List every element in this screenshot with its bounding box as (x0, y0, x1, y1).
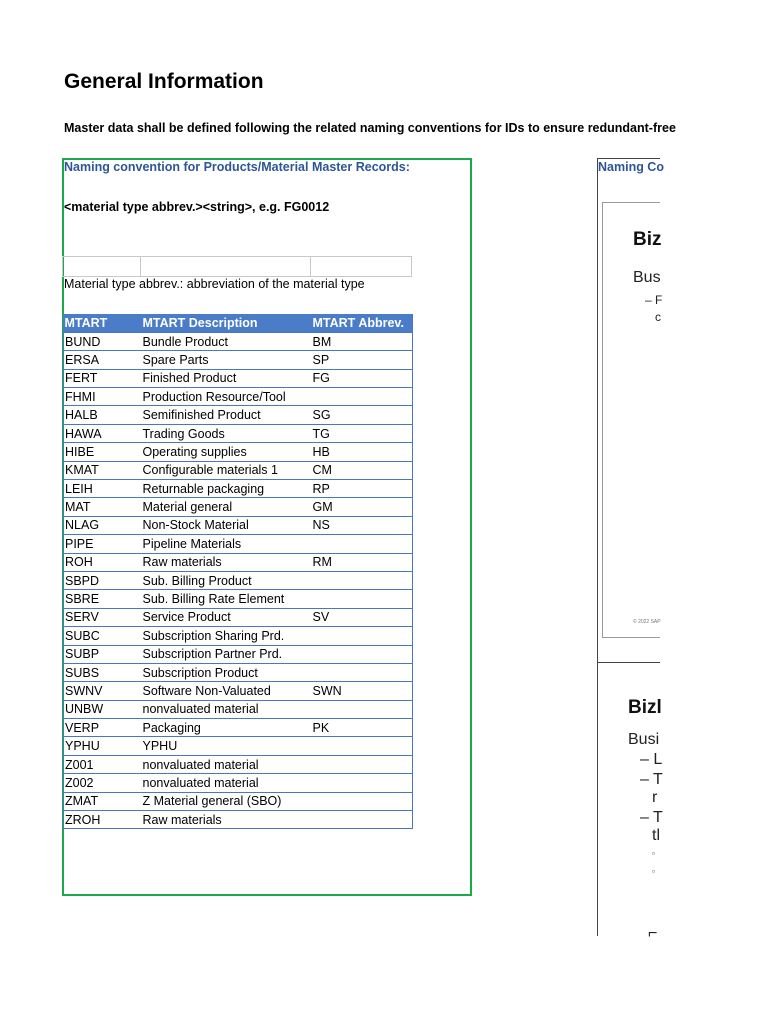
cell-description: Raw materials (141, 811, 311, 829)
slide-text: – T (640, 771, 663, 788)
slide-preview-1 (602, 202, 663, 638)
cell-description: Production Resource/Tool (141, 388, 311, 406)
cell-abbrev (311, 774, 413, 792)
empty-table-row (62, 256, 412, 277)
slide-title: Biz (633, 229, 662, 250)
cell-mtart: YPHU (63, 737, 141, 755)
table-row (63, 737, 413, 755)
table-row (63, 774, 413, 792)
cell-mtart: SBPD (63, 571, 141, 589)
cell-description: Service Product (141, 608, 311, 626)
table-row (63, 700, 413, 718)
table-row (63, 406, 413, 424)
cell-description: Software Non-Valuated (141, 682, 311, 700)
cell-abbrev (311, 663, 413, 681)
cell-description: Material general (141, 498, 311, 516)
cell-mtart: KMAT (63, 461, 141, 479)
cell-abbrev: RM (311, 553, 413, 571)
naming-pattern: <material type abbrev.><string>, e.g. FG0012 (64, 200, 330, 214)
cell-abbrev (311, 535, 413, 553)
table-row (63, 332, 413, 350)
cell-abbrev (311, 700, 413, 718)
cell-description: Sub. Billing Rate Element (141, 590, 311, 608)
cell-mtart: SUBC (63, 627, 141, 645)
table-header-row (63, 314, 413, 332)
table-row (63, 461, 413, 479)
corner-icon: ⌐ (648, 925, 658, 942)
cell-mtart: SUBS (63, 663, 141, 681)
cell-description: Operating supplies (141, 443, 311, 461)
cell-description: Semifinished Product (141, 406, 311, 424)
cell-abbrev: SV (311, 608, 413, 626)
cell-abbrev: TG (311, 424, 413, 442)
cell-description: Finished Product (141, 369, 311, 387)
cell-mtart: SBRE (63, 590, 141, 608)
empty-cell (62, 257, 140, 276)
cell-abbrev (311, 811, 413, 829)
slide-text: Bus (633, 269, 661, 286)
intro-text: Master data shall be defined following the related naming conventions for IDs to ensure redundant-free (64, 121, 676, 135)
table-row (63, 792, 413, 810)
cell-description: Bundle Product (141, 332, 311, 350)
cell-abbrev (311, 590, 413, 608)
table-row (63, 719, 413, 737)
cell-description: Raw materials (141, 553, 311, 571)
table-row (63, 682, 413, 700)
table-row (63, 443, 413, 461)
cell-description: Spare Parts (141, 351, 311, 369)
cell-description: nonvaluated material (141, 755, 311, 773)
cell-description: Trading Goods (141, 424, 311, 442)
cell-mtart: UNBW (63, 700, 141, 718)
table-row (63, 645, 413, 663)
table-row (63, 811, 413, 829)
cell-description: Configurable materials 1 (141, 461, 311, 479)
header-abbrev: MTART Abbrev. (311, 314, 413, 332)
cell-abbrev (311, 571, 413, 589)
bullet-icon: ▫ (652, 849, 655, 858)
table-row (63, 590, 413, 608)
cell-abbrev: NS (311, 516, 413, 534)
slide-title: Bizl (628, 697, 662, 718)
table-row (63, 369, 413, 387)
header-mtart: MTART (63, 314, 141, 332)
cell-mtart: ZROH (63, 811, 141, 829)
table-row (63, 608, 413, 626)
empty-cell (140, 257, 310, 276)
cell-description: nonvaluated material (141, 774, 311, 792)
cell-mtart: BUND (63, 332, 141, 350)
bullet-icon: ▫ (652, 867, 655, 876)
cell-abbrev (311, 627, 413, 645)
section-heading: Naming convention for Products/Material Master Records: (64, 160, 410, 174)
material-type-table (62, 314, 413, 829)
cell-abbrev: BM (311, 332, 413, 350)
cell-description: Returnable packaging (141, 480, 311, 498)
header-description: MTART Description (141, 314, 311, 332)
slide-text: Busi (628, 731, 660, 748)
cell-abbrev: RP (311, 480, 413, 498)
slide-text: tl (652, 827, 660, 844)
table-row (63, 480, 413, 498)
cell-abbrev (311, 737, 413, 755)
table-row (63, 516, 413, 534)
table-row (63, 571, 413, 589)
slide-text: – F (645, 293, 663, 307)
cell-abbrev: SWN (311, 682, 413, 700)
right-section-heading: Naming Co (598, 160, 664, 174)
cell-mtart: NLAG (63, 516, 141, 534)
page-title: General Information (64, 70, 264, 93)
cell-mtart: Z001 (63, 755, 141, 773)
cell-abbrev (311, 755, 413, 773)
cell-mtart: ERSA (63, 351, 141, 369)
cell-mtart: HIBE (63, 443, 141, 461)
slide-copyright: © 2022 SAP (633, 619, 661, 625)
table-row (63, 627, 413, 645)
table-row (63, 755, 413, 773)
cell-description: YPHU (141, 737, 311, 755)
empty-cell (310, 257, 412, 276)
cell-abbrev (311, 792, 413, 810)
cell-description: Z Material general (SBO) (141, 792, 311, 810)
cell-description: Subscription Product (141, 663, 311, 681)
cell-description: Pipeline Materials (141, 535, 311, 553)
cell-abbrev: FG (311, 369, 413, 387)
cell-mtart: SUBP (63, 645, 141, 663)
cell-mtart: HAWA (63, 424, 141, 442)
cell-abbrev (311, 388, 413, 406)
cell-mtart: Z002 (63, 774, 141, 792)
cell-mtart: ROH (63, 553, 141, 571)
cell-mtart: SERV (63, 608, 141, 626)
table-row (63, 351, 413, 369)
table-row (63, 663, 413, 681)
abbrev-note: Material type abbrev.: abbreviation of the material type (64, 277, 365, 291)
table-row (63, 424, 413, 442)
cell-mtart: LEIH (63, 480, 141, 498)
cell-mtart: MAT (63, 498, 141, 516)
cell-mtart: PIPE (63, 535, 141, 553)
cell-mtart: FERT (63, 369, 141, 387)
cell-mtart: VERP (63, 719, 141, 737)
cell-mtart: HALB (63, 406, 141, 424)
table-row (63, 498, 413, 516)
cell-mtart: FHMI (63, 388, 141, 406)
slide-text: – T (640, 809, 663, 826)
slide-text: r (652, 789, 658, 806)
cell-description: Packaging (141, 719, 311, 737)
cell-abbrev: CM (311, 461, 413, 479)
cell-description: Subscription Partner Prd. (141, 645, 311, 663)
table-row (63, 535, 413, 553)
cell-abbrev: HB (311, 443, 413, 461)
table-body (63, 332, 413, 829)
table-row (63, 553, 413, 571)
slide-preview-2 (598, 662, 663, 942)
cell-description: Sub. Billing Product (141, 571, 311, 589)
cell-description: Subscription Sharing Prd. (141, 627, 311, 645)
cell-abbrev: PK (311, 719, 413, 737)
cell-description: Non-Stock Material (141, 516, 311, 534)
cell-mtart: SWNV (63, 682, 141, 700)
slide-text: – L (640, 751, 663, 768)
cell-abbrev: SG (311, 406, 413, 424)
cell-abbrev: SP (311, 351, 413, 369)
cell-mtart: ZMAT (63, 792, 141, 810)
table-row (63, 388, 413, 406)
slide-text: c (655, 310, 661, 324)
cell-abbrev: GM (311, 498, 413, 516)
cell-description: nonvaluated material (141, 700, 311, 718)
cell-abbrev (311, 645, 413, 663)
